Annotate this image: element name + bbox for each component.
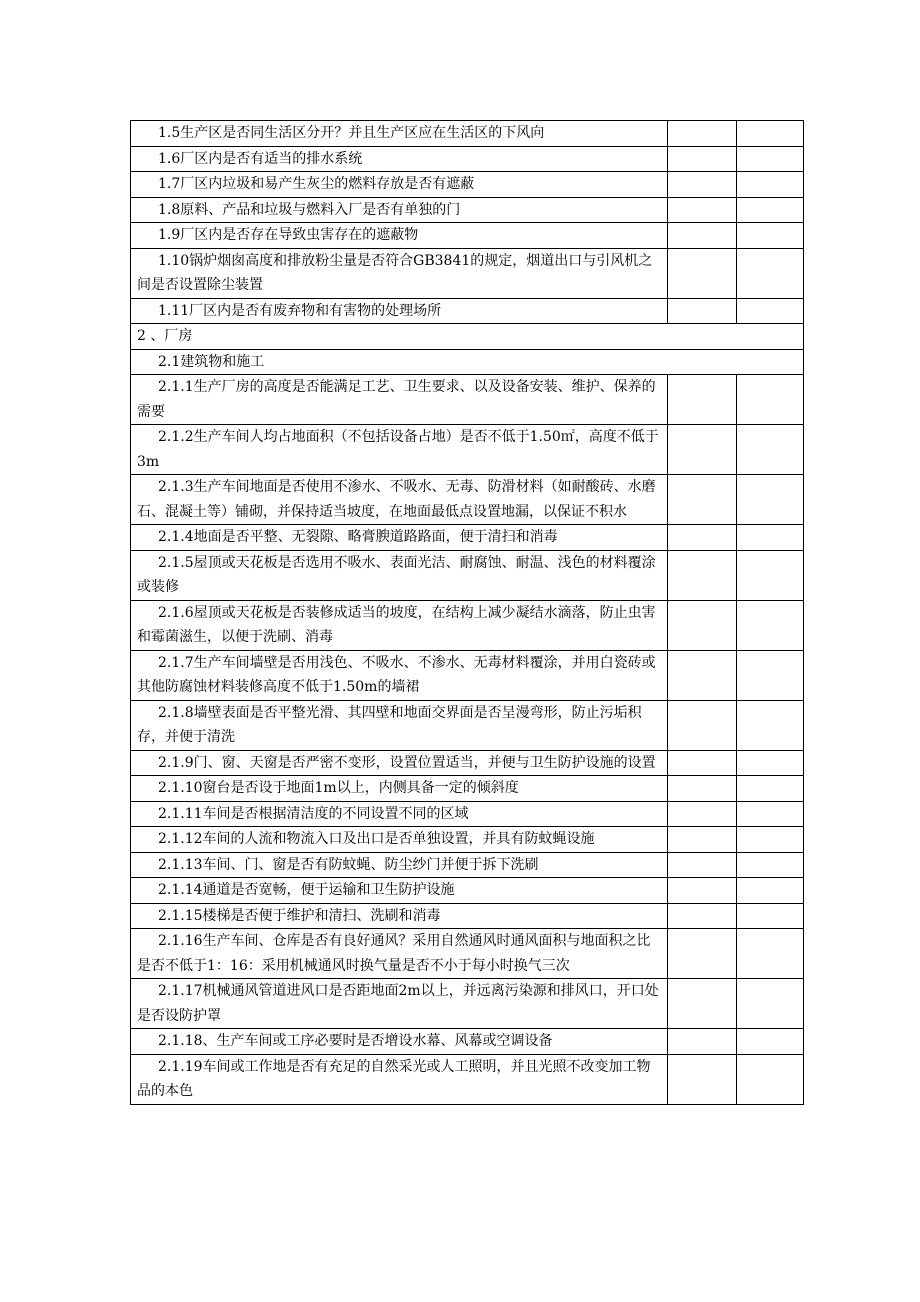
check-cell[interactable]: [668, 750, 737, 776]
item-text: 2.1.4地面是否平整、无裂隙、略膏腴道路路面，便于清扫和消毒: [131, 525, 668, 551]
check-cell[interactable]: [668, 979, 737, 1029]
table-row: [131, 903, 804, 929]
remark-cell[interactable]: [737, 650, 804, 700]
item-text: 1.8原料、产品和垃圾与燃料入厂是否有单独的门: [131, 197, 668, 223]
item-text: 2.1.13车间、门、窗是否有防蚊蝇、防尘纱门并便于拆下洗刷: [131, 852, 668, 878]
item-text: 2.1.15楼梯是否便于维护和清扫、洗刷和消毒: [131, 903, 668, 929]
table-row: [131, 425, 804, 475]
check-cell[interactable]: [668, 146, 737, 172]
item-text: 2.1.3生产车间地面是否使用不渗水、不吸水、无毒、防滑材料（如耐酸砖、水磨石、混凝土等）铺砌，并保持适当坡度，在地面最低点设置地漏，以保证不积水: [131, 475, 668, 525]
subsection-heading: 2.1建筑物和施工: [131, 349, 804, 375]
check-cell[interactable]: [668, 878, 737, 904]
item-text: 2.1.14通道是否宽畅，便于运输和卫生防护设施: [131, 878, 668, 904]
remark-cell[interactable]: [737, 750, 804, 776]
remark-cell[interactable]: [737, 248, 804, 298]
remark-cell[interactable]: [737, 475, 804, 525]
table-row: [131, 929, 804, 979]
item-text: 1.5生产区是否同生活区分开？并且生产区应在生活区的下风向: [131, 121, 668, 147]
item-text: 1.6厂区内是否有适当的排水系统: [131, 146, 668, 172]
check-cell[interactable]: [668, 1029, 737, 1055]
remark-cell[interactable]: [737, 223, 804, 249]
remark-cell[interactable]: [737, 121, 804, 147]
remark-cell[interactable]: [737, 525, 804, 551]
subsection-row: [131, 349, 804, 375]
item-text: 1.11厂区内是否有废弃物和有害物的处理场所: [131, 298, 668, 324]
check-cell[interactable]: [668, 801, 737, 827]
item-text: 2.1.12车间的人流和物流入口及出口是否单独设置，并具有防蚊蝇设施: [131, 827, 668, 853]
item-text: 2.1.11车间是否根据清洁度的不同设置不同的区域: [131, 801, 668, 827]
item-text: 2.1.5屋顶或天花板是否选用不吸水、表面光洁、耐腐蚀、耐温、浅色的材料覆涂或装修: [131, 550, 668, 600]
check-cell[interactable]: [668, 223, 737, 249]
table-row: [131, 776, 804, 802]
section-heading: 2 、厂房: [131, 324, 804, 350]
check-cell[interactable]: [668, 172, 737, 198]
table-row: [131, 375, 804, 425]
item-text: 2.1.7生产车间墙壁是否用浅色、不吸水、不渗水、无毒材料覆涂，并用白瓷砖或其他防腐蚀材料装修高度不低于1.50m的墙裙: [131, 650, 668, 700]
check-cell[interactable]: [668, 550, 737, 600]
remark-cell[interactable]: [737, 172, 804, 198]
item-text: 1.9厂区内是否存在导致虫害存在的遮蔽物: [131, 223, 668, 249]
item-text: 2.1.1生产厂房的高度是否能满足工艺、卫生要求、以及设备安装、维护、保养的需要: [131, 375, 668, 425]
check-cell[interactable]: [668, 776, 737, 802]
remark-cell[interactable]: [737, 425, 804, 475]
remark-cell[interactable]: [737, 375, 804, 425]
remark-cell[interactable]: [737, 1029, 804, 1055]
table-row: [131, 121, 804, 147]
item-text: 2.1.17机械通风管道进风口是否距地面2m以上，并远离污染源和排风口，开口处是否设防护罩: [131, 979, 668, 1029]
check-cell[interactable]: [668, 852, 737, 878]
table-row: [131, 750, 804, 776]
check-cell[interactable]: [668, 929, 737, 979]
item-text: 2.1.2生产车间人均占地面积（不包括设备占地）是否不低于1.50㎡，高度不低于3m: [131, 425, 668, 475]
remark-cell[interactable]: [737, 298, 804, 324]
table-row: [131, 979, 804, 1029]
remark-cell[interactable]: [737, 700, 804, 750]
table-row: [131, 1054, 804, 1104]
section-row: [131, 324, 804, 350]
remark-cell[interactable]: [737, 146, 804, 172]
check-cell[interactable]: [668, 121, 737, 147]
check-cell[interactable]: [668, 197, 737, 223]
check-cell[interactable]: [668, 248, 737, 298]
remark-cell[interactable]: [737, 600, 804, 650]
remark-cell[interactable]: [737, 827, 804, 853]
remark-cell[interactable]: [737, 852, 804, 878]
remark-cell[interactable]: [737, 776, 804, 802]
item-text: 2.1.9门、窗、天窗是否严密不变形，设置位置适当，并便与卫生防护设施的设置: [131, 750, 668, 776]
table-row: [131, 827, 804, 853]
check-cell[interactable]: [668, 600, 737, 650]
table-row: [131, 197, 804, 223]
check-cell[interactable]: [668, 475, 737, 525]
table-row: [131, 650, 804, 700]
table-row: [131, 852, 804, 878]
remark-cell[interactable]: [737, 1054, 804, 1104]
remark-cell[interactable]: [737, 979, 804, 1029]
check-cell[interactable]: [668, 375, 737, 425]
check-cell[interactable]: [668, 525, 737, 551]
table-row: [131, 223, 804, 249]
remark-cell[interactable]: [737, 801, 804, 827]
check-cell[interactable]: [668, 425, 737, 475]
item-text: 1.10锅炉烟囱高度和排放粉尘量是否符合GB3841的规定，烟道出口与引风机之间是否设置除尘装置: [131, 248, 668, 298]
table-row: [131, 172, 804, 198]
table-row: [131, 146, 804, 172]
check-cell[interactable]: [668, 1054, 737, 1104]
remark-cell[interactable]: [737, 929, 804, 979]
table-row: [131, 550, 804, 600]
table-row: [131, 475, 804, 525]
item-text: 1.7厂区内垃圾和易产生灰尘的燃料存放是否有遮蔽: [131, 172, 668, 198]
check-cell[interactable]: [668, 700, 737, 750]
check-cell[interactable]: [668, 903, 737, 929]
table-row: [131, 600, 804, 650]
remark-cell[interactable]: [737, 550, 804, 600]
table-row: [131, 248, 804, 298]
item-text: 2.1.18、生产车间或工序必要时是否增设水幕、风幕或空调设备: [131, 1029, 668, 1055]
remark-cell[interactable]: [737, 903, 804, 929]
inspection-checklist-table: [130, 120, 804, 1105]
item-text: 2.1.8墙壁表面是否平整光滑、其四壁和地面交界面是否呈漫弯形，防止污垢积存，并便于清洗: [131, 700, 668, 750]
item-text: 2.1.19车间或工作地是否有充足的自然采光或人工照明，并且光照不改变加工物品的本色: [131, 1054, 668, 1104]
table-row: [131, 801, 804, 827]
item-text: 2.1.16生产车间、仓库是否有良好通风？采用自然通风时通风面积与地面积之比是否不低于1：16：采用机械通风时换气量是否不小于每小时换气三次: [131, 929, 668, 979]
check-cell[interactable]: [668, 827, 737, 853]
remark-cell[interactable]: [737, 197, 804, 223]
table-row: [131, 298, 804, 324]
table-row: [131, 1029, 804, 1055]
item-text: 2.1.10窗台是否设于地面1m以上，内侧具备一定的倾斜度: [131, 776, 668, 802]
check-cell[interactable]: [668, 298, 737, 324]
remark-cell[interactable]: [737, 878, 804, 904]
check-cell[interactable]: [668, 650, 737, 700]
table-row: [131, 700, 804, 750]
table-row: [131, 525, 804, 551]
table-row: [131, 878, 804, 904]
item-text: 2.1.6屋顶或天花板是否装修成适当的坡度，在结构上减少凝结水滴落，防止虫害和霉菌滋生，以便于洗刷、消毒: [131, 600, 668, 650]
